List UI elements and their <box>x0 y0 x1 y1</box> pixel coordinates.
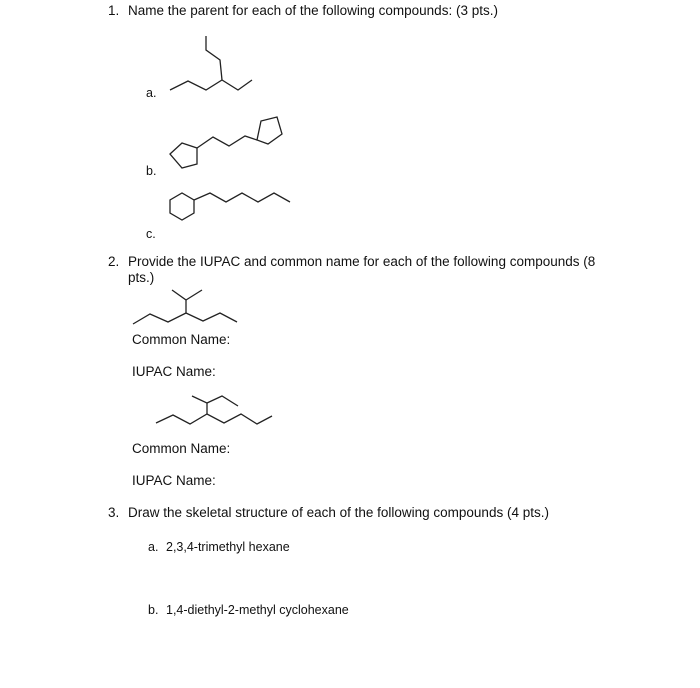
q2-iupac-name-label-2: IUPAC Name: <box>132 473 216 488</box>
q1-prompt: Name the parent for each of the following compounds: (3 pts.) <box>128 3 498 18</box>
q1-number: 1. <box>108 3 120 18</box>
q3b-label: b. <box>148 603 159 617</box>
q1c-label: c. <box>146 227 156 241</box>
q2-prompt-line1: Provide the IUPAC and common name for each of the following compounds (8 <box>128 254 596 269</box>
q1a-label: a. <box>146 86 157 100</box>
q2-common-name-label-2: Common Name: <box>132 441 231 456</box>
q3b-text: 1,4-diethyl-2-methyl cyclohexane <box>166 603 349 617</box>
q2-iupac-name-label-1: IUPAC Name: <box>132 364 216 379</box>
q3-prompt: Draw the skeletal structure of each of the following compounds (4 pts.) <box>128 505 549 520</box>
q1b-label: b. <box>146 164 157 178</box>
q2-common-name-label-1: Common Name: <box>132 332 231 347</box>
q3a-label: a. <box>148 540 159 554</box>
q3a-text: 2,3,4-trimethyl hexane <box>166 540 290 554</box>
q2-number: 2. <box>108 254 120 269</box>
q2-prompt-line2: pts.) <box>128 270 155 285</box>
q3-number: 3. <box>108 505 120 520</box>
